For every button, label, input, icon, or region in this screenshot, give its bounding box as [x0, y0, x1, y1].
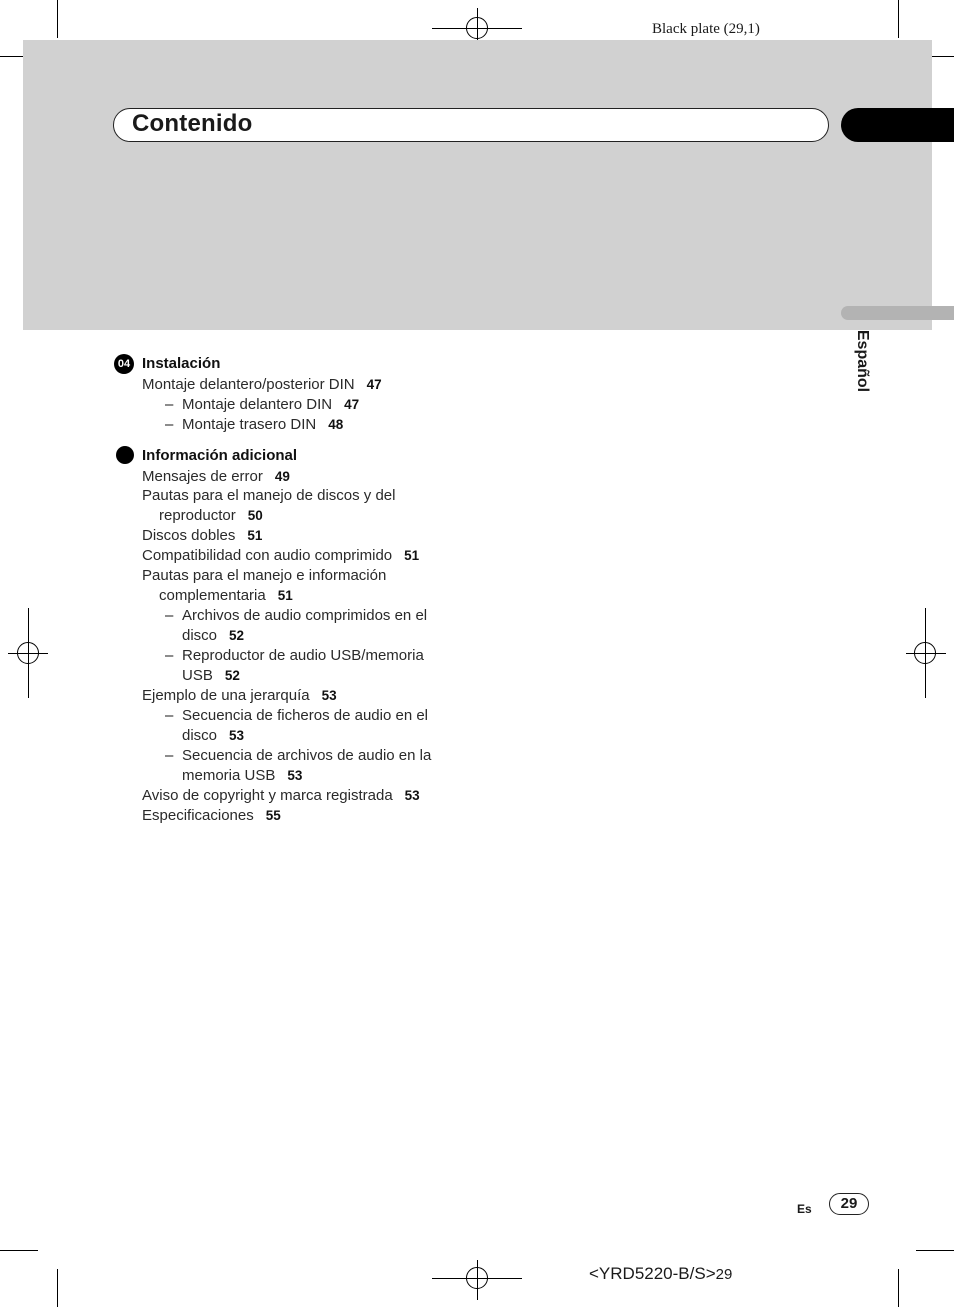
page-number: 29 — [829, 1193, 869, 1215]
toc-subentry[interactable] — [182, 646, 424, 666]
toc-page-number: 47 — [366, 377, 382, 392]
toc-page-number: 47 — [344, 397, 360, 412]
toc-page-number: 49 — [274, 469, 290, 484]
toc-entry[interactable] — [142, 467, 290, 487]
toc-entry-text: Mensajes de error — [142, 468, 263, 485]
toc-entry-text: Montaje delantero DIN — [182, 396, 333, 413]
toc-page-number: 53 — [321, 688, 337, 703]
toc-subentry[interactable] — [182, 606, 427, 626]
toc-entry-continuation[interactable] — [159, 506, 263, 526]
toc-page-number: 53 — [287, 768, 303, 783]
toc-page-number: 51 — [404, 548, 420, 563]
crop-mark — [898, 0, 899, 38]
crop-mark — [916, 1250, 954, 1251]
toc-entry[interactable] — [142, 526, 262, 546]
toc-entry[interactable] — [142, 375, 382, 395]
toc-entry-text: Archivos de audio comprimidos en el — [182, 607, 428, 624]
toc-entry[interactable] — [142, 686, 337, 706]
toc-entry[interactable] — [142, 546, 419, 566]
toc-entry-text: Reproductor de audio USB/memoria — [182, 647, 424, 664]
dash-glyph: – — [165, 647, 174, 664]
toc-entry[interactable] — [142, 806, 281, 826]
toc-entry-text: Compatibilidad con audio comprimido — [142, 547, 393, 564]
dash-glyph: – — [165, 416, 174, 433]
toc-entry[interactable] — [142, 486, 395, 506]
dash-glyph: – — [165, 707, 174, 724]
section-heading: Información adicional — [142, 447, 298, 464]
toc-entry-text: reproductor — [159, 507, 236, 524]
toc-entry-text: USB — [182, 667, 213, 684]
toc-entry-text: Especificaciones — [142, 807, 254, 824]
toc-subentry[interactable] — [182, 746, 431, 766]
toc-entry[interactable] — [142, 566, 386, 586]
dash-glyph: – — [165, 747, 174, 764]
section-bullet-icon — [116, 446, 134, 464]
toc-entry-text: Secuencia de archivos de audio en la — [182, 747, 432, 764]
model-code — [589, 1264, 732, 1284]
section-tab-strip — [841, 306, 954, 320]
toc-subentry[interactable] — [182, 395, 359, 415]
section-heading: Instalación — [142, 355, 221, 372]
dash-glyph: – — [165, 396, 174, 413]
section-tab — [841, 108, 954, 142]
toc-subentry[interactable] — [182, 706, 428, 726]
toc-entry-continuation[interactable] — [182, 726, 244, 746]
toc-subentry[interactable] — [182, 415, 343, 435]
registration-mark — [17, 642, 39, 664]
crop-mark — [0, 1250, 38, 1251]
page-title: Contenido — [132, 110, 253, 137]
toc-entry-text: Ejemplo de una jerarquía — [142, 687, 310, 704]
toc-page-number: 51 — [277, 588, 293, 603]
header-band — [23, 40, 932, 330]
section-number-badge: 04 — [114, 354, 134, 374]
toc-entry-text: memoria USB — [182, 767, 276, 784]
toc-page-number: 53 — [404, 788, 420, 803]
toc-entry-text: disco — [182, 727, 218, 744]
registration-mark — [466, 17, 488, 39]
toc-page-number: 48 — [328, 417, 344, 432]
dash-glyph: – — [165, 607, 174, 624]
crop-mark — [898, 1269, 899, 1307]
registration-mark — [914, 642, 936, 664]
crop-mark — [57, 1269, 58, 1307]
toc-entry-text: complementaria — [159, 587, 266, 604]
toc-entry-continuation[interactable] — [182, 666, 240, 686]
toc-page-number: 51 — [247, 528, 263, 543]
toc-entry-continuation[interactable] — [159, 586, 293, 606]
toc-entry[interactable] — [142, 786, 420, 806]
registration-mark — [466, 1267, 488, 1289]
toc-entry-text: Aviso de copyright y marca registrada — [142, 787, 393, 804]
toc-page-number: 52 — [224, 668, 240, 683]
toc-entry-continuation[interactable] — [182, 626, 244, 646]
model-code-text: <YRD5220-B/S> — [589, 1264, 716, 1283]
toc-page-number: 55 — [265, 808, 281, 823]
toc-page-number: 52 — [229, 628, 245, 643]
toc-entry-continuation[interactable] — [182, 766, 302, 786]
crop-mark — [57, 0, 58, 38]
plate-label: Black plate (29,1) — [652, 21, 760, 37]
toc-entry-text: Pautas para el manejo de discos y del — [142, 487, 396, 504]
language-code: Es — [797, 1202, 812, 1216]
toc-page-number: 53 — [229, 728, 245, 743]
language-tab-label: Español — [854, 329, 871, 393]
toc-entry-text: Montaje delantero/posterior DIN — [142, 376, 355, 393]
toc-entry-text: disco — [182, 627, 218, 644]
toc-entry-text: Montaje trasero DIN — [182, 416, 317, 433]
model-code-suffix: 29 — [715, 1266, 733, 1283]
toc-entry-text: Secuencia de ficheros de audio en el — [182, 707, 429, 724]
toc-entry-text: Discos dobles — [142, 527, 236, 544]
toc-page-number: 50 — [247, 508, 263, 523]
toc-entry-text: Pautas para el manejo e información — [142, 567, 387, 584]
